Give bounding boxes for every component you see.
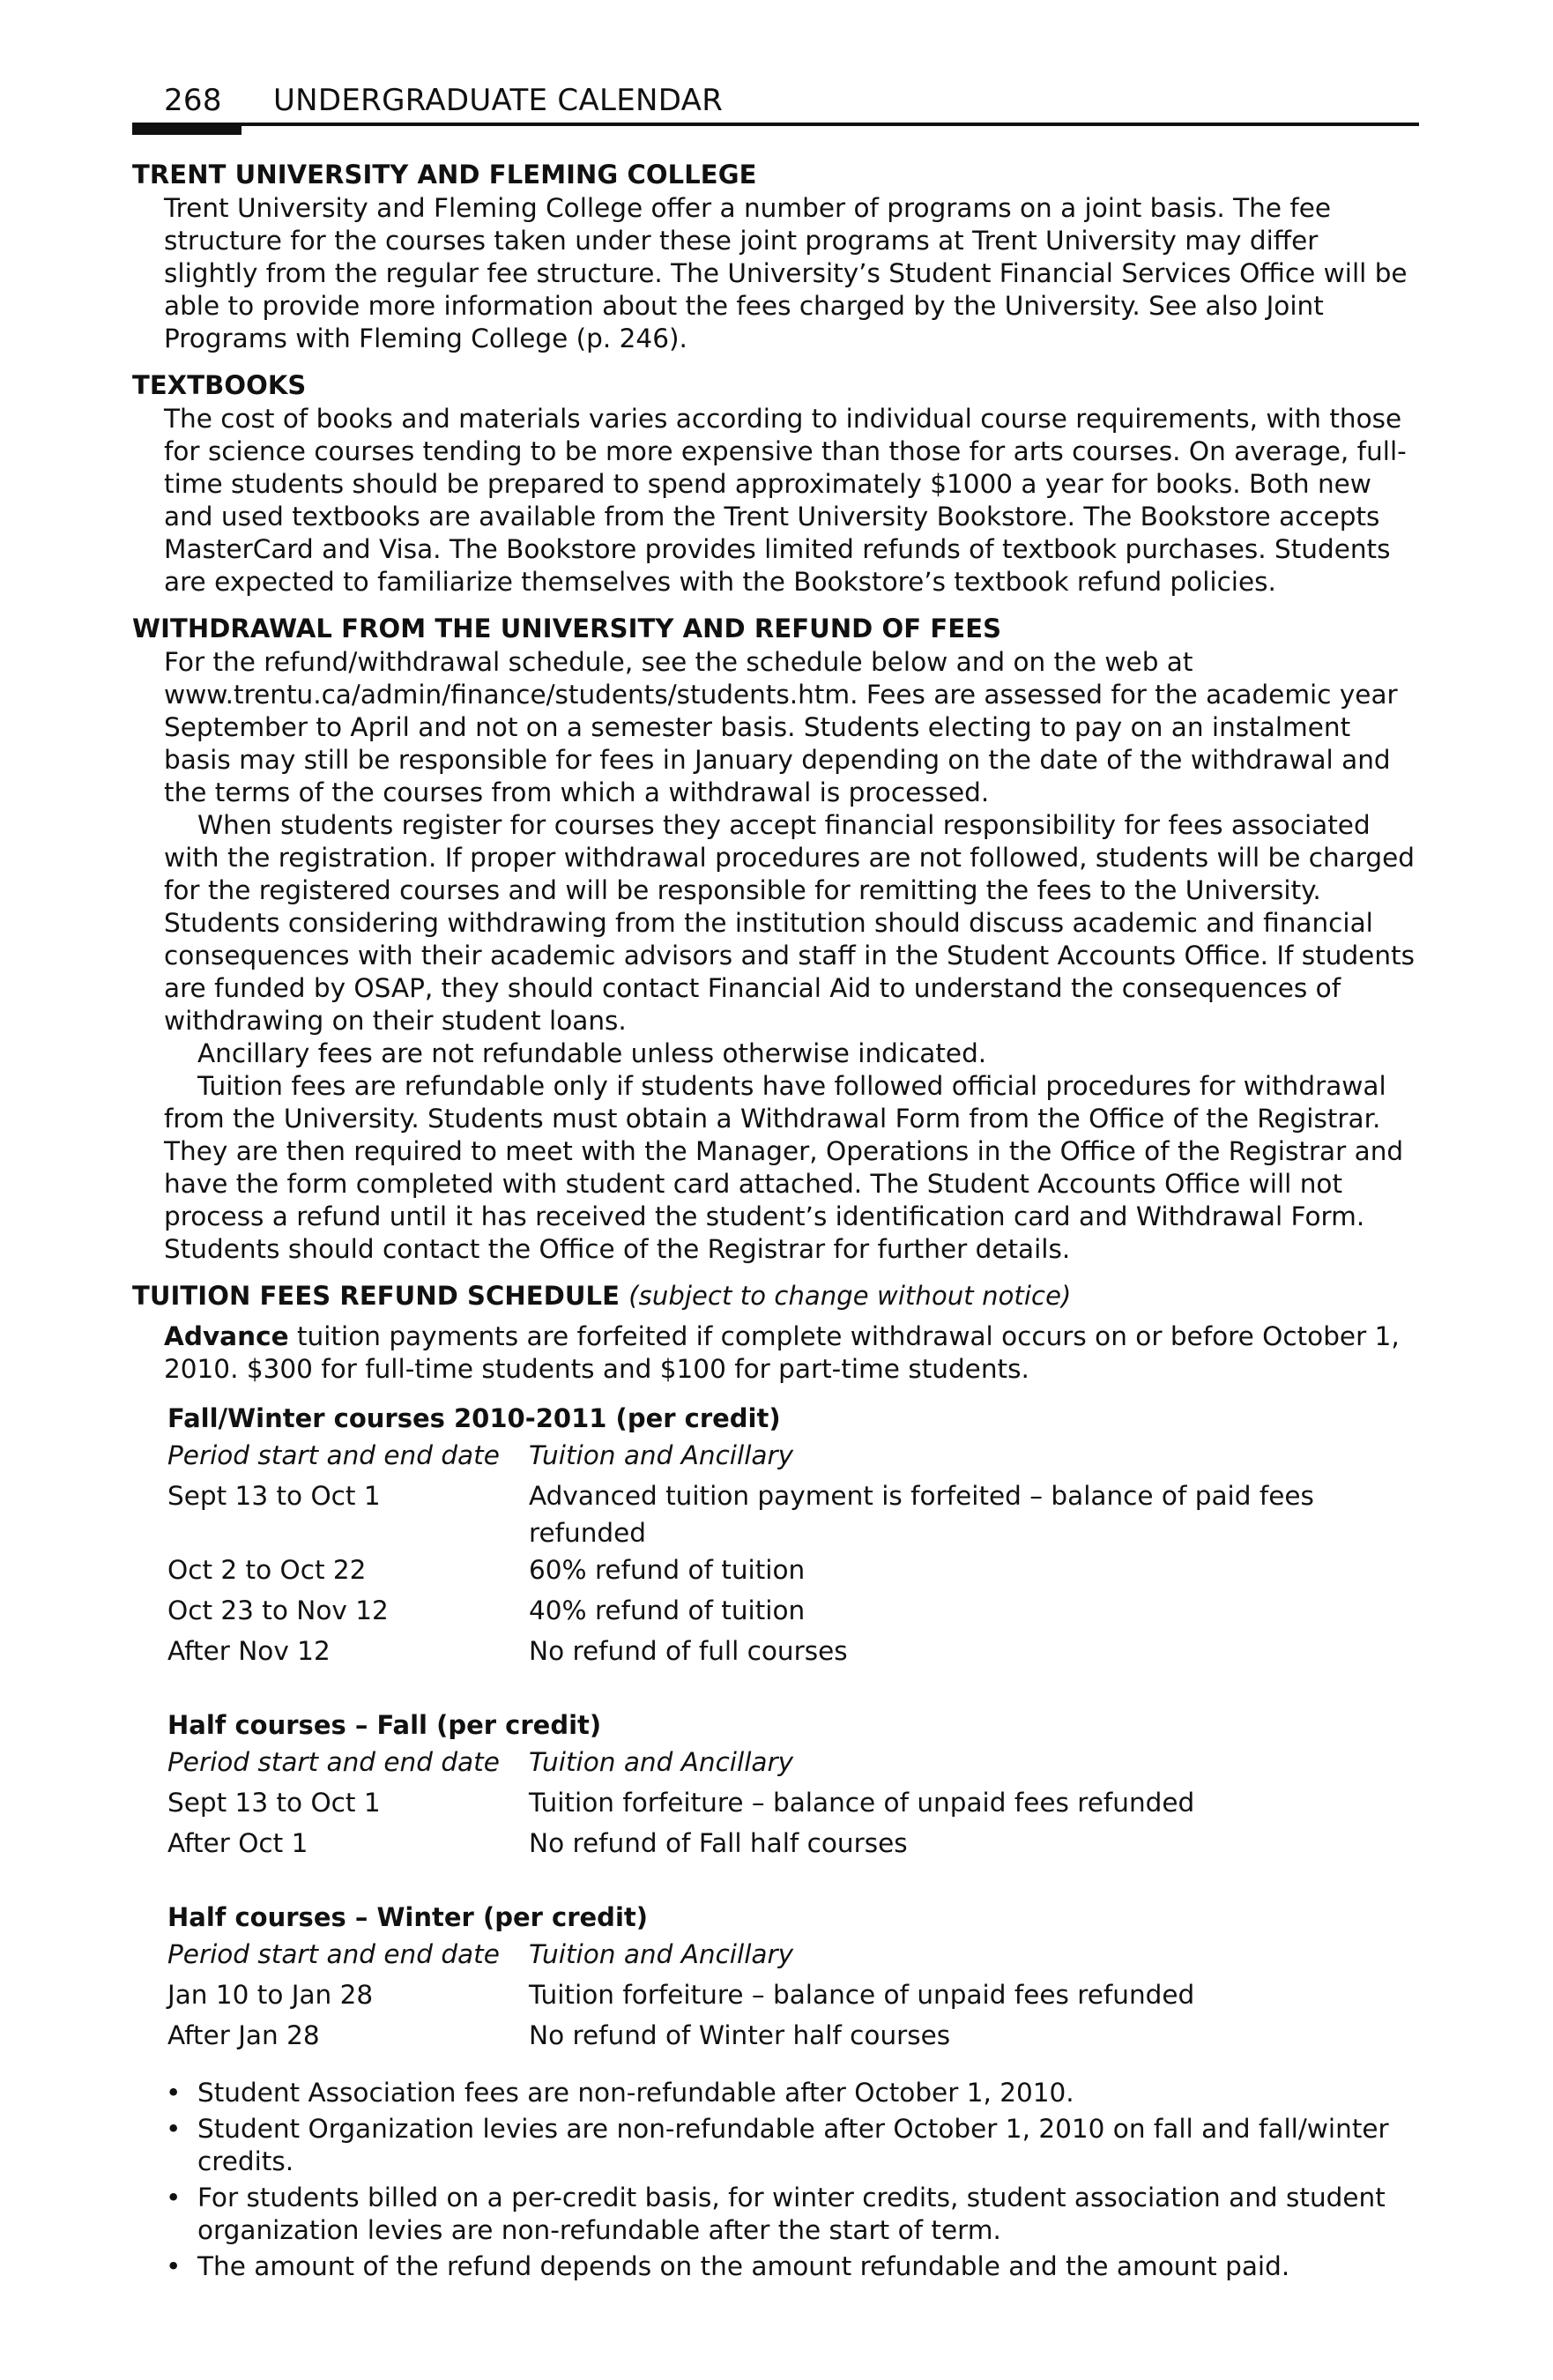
refund-cell: No refund of full courses [529,1636,848,1666]
period-cell: Oct 23 to Nov 12 [167,1595,389,1625]
bullet-icon: • [166,2183,182,2213]
page-content [132,157,1419,2287]
refund-cell: No refund of Winter half courses [529,2020,951,2050]
paragraph: Trent University and Fleming College offer a number of programs on a joint basis. The fee structure for the courses taken under these joint programs at Trent University may differ slightly from the regular fee structure. The University’s Student Financial Services Office will be able to provide more information about the fees charged by the University. See also Joint Programs with Fleming College (p. 246). [164,193,1408,353]
section-refund-schedule [132,1278,1419,2283]
section-trent-fleming [132,157,1419,355]
schedule-table-fall-half [167,1744,1194,1865]
header-rule [132,123,1419,126]
advance-paragraph [164,1320,1419,1386]
schedule-table-title: Half courses – Fall (per credit) [167,1710,602,1740]
table-header-row [167,1744,1194,1784]
bullet-icon: • [166,2251,182,2281]
fee-notes-list [164,2077,1419,2283]
section-body [164,192,1419,355]
column-header: Tuition and Ancillary [529,1939,794,1969]
schedule-table-title: Half courses – Winter (per credit) [167,1902,648,1932]
section-withdrawal [132,611,1419,1266]
page-number: 268 [164,83,222,118]
schedule-table-winter-half [167,1936,1194,2057]
paragraph: Tuition fees are refundable only if students have followed official procedures for withdrawal from the University. Students must obtain a Withdrawal Form from the Office of the Registrar. They are then required to meet with the Manager, Operations in the Office of the Registrar and have the form completed with student card attached. The Student Accounts Office will not process a refund until it has received the student’s identification card and Withdrawal Form. Students should contact the Office of the Registrar for further details. [164,1071,1404,1264]
paragraph: When students register for courses they accept financial responsibility for fees associated with the registration. If proper withdrawal procedures are not followed, students will be charged for the registered courses and will be responsible for remitting the fees to the University. Students considering withdrawing from the institution should discuss academic and financial consequences with their academic advisors and staff in the Student Accounts Office. If students are funded by OSAP, they should contact Financial Aid to understand the consequences of withdrawing on their student loans. [164,810,1415,1036]
table-row [167,1477,1419,1551]
advance-lead: Advance [164,1321,289,1351]
section-heading: WITHDRAWAL FROM THE UNIVERSITY AND REFUND OF FEES [132,614,1002,643]
refund-cell: 60% refund of tuition [529,1555,806,1585]
running-header-title: UNDERGRADUATE CALENDAR [273,83,724,118]
list-item-text: Student Association fees are non-refundable after October 1, 2010. [197,2078,1074,2108]
table-header-row [167,1437,1419,1477]
period-cell: After Nov 12 [167,1636,331,1666]
running-header [132,81,1419,120]
table-row [167,1784,1194,1825]
refund-cell: Tuition forfeiture – balance of unpaid fees refunded [529,1788,1195,1818]
paragraph: For the refund/withdrawal schedule, see the schedule below and on the web at www.trentu.ca/admin/finance/students/students.htm. Fees are assessed for the academic year September to April and not on a semester basis. Students electing to pay on an instalment basis may still be responsible for fees in January depending on the date of the withdrawal and the terms of the courses from which a withdrawal is processed. [164,647,1398,807]
column-header: Period start and end date [167,1747,500,1777]
list-item [164,2113,1419,2178]
table-row [167,1976,1194,2017]
period-cell: Jan 10 to Jan 28 [167,1980,374,2010]
table-row [167,2017,1194,2057]
column-header: Tuition and Ancillary [529,1747,794,1777]
refund-cell: Advanced tuition payment is forfeited – balance of paid fees refunded [529,1481,1314,1548]
section-body [164,403,1419,599]
period-cell: Sept 13 to Oct 1 [167,1481,381,1511]
paragraph: Ancillary fees are not refundable unless otherwise indicated. [197,1038,987,1068]
column-header: Period start and end date [167,1939,500,1969]
schedule-table-fall-winter [167,1437,1419,1673]
section-body [164,646,1419,1266]
list-item [164,2182,1419,2247]
section-heading [132,1278,1419,1313]
list-item-text: The amount of the refund depends on the amount refundable and the amount paid. [197,2251,1290,2281]
refund-cell: No refund of Fall half courses [529,1828,908,1858]
period-cell: Oct 2 to Oct 22 [167,1555,367,1585]
advance-text: tuition payments are forfeited if complete withdrawal occurs on or before October 1, 2010. $300 for full-time students and $100 for part-time students. [164,1321,1400,1384]
schedule-heading-note: (subject to change without notice) [628,1281,1072,1311]
period-cell: After Jan 28 [167,2020,320,2050]
list-item-text: For students billed on a per-credit basis, for winter credits, student association and student organization levies are non-refundable after the start of term. [197,2183,1386,2245]
paragraph: The cost of books and materials varies according to individual course requirements, with those for science courses tending to be more expensive than those for arts courses. On average, full-time students should be prepared to spend approximately $1000 a year for books. Both new and used textbooks are available from the Trent University Bookstore. The Bookstore accepts MasterCard and Visa. The Bookstore provides limited refunds of textbook purchases. Students are expected to familiarize themselves with the Bookstore’s textbook refund policies. [164,404,1407,597]
list-item [164,2077,1419,2109]
table-row [167,1633,1419,1673]
schedule-heading-text: TUITION FEES REFUND SCHEDULE [132,1281,620,1311]
period-cell: After Oct 1 [167,1828,308,1858]
list-item-text: Student Organization levies are non-refundable after October 1, 2010 on fall and fall/winter credits. [197,2114,1389,2176]
section-heading: TEXTBOOKS [132,370,307,400]
section-heading: TRENT UNIVERSITY AND FLEMING COLLEGE [132,160,757,190]
table-row [167,1551,1419,1592]
paragraph [164,1320,1419,1386]
list-item [164,2250,1419,2283]
column-header: Tuition and Ancillary [529,1440,794,1470]
refund-cell: 40% refund of tuition [529,1595,806,1625]
bullet-icon: • [166,2078,182,2108]
schedule-table-title: Fall/Winter courses 2010-2011 (per credit) [167,1403,781,1433]
refund-cell: Tuition forfeiture – balance of unpaid fees refunded [529,1980,1195,2010]
period-cell: Sept 13 to Oct 1 [167,1788,381,1818]
section-textbooks [132,368,1419,599]
table-header-row [167,1936,1194,1976]
table-row [167,1592,1419,1633]
header-tab-bar [132,123,241,135]
bullet-icon: • [166,2114,182,2144]
table-row [167,1825,1194,1865]
column-header: Period start and end date [167,1440,500,1470]
